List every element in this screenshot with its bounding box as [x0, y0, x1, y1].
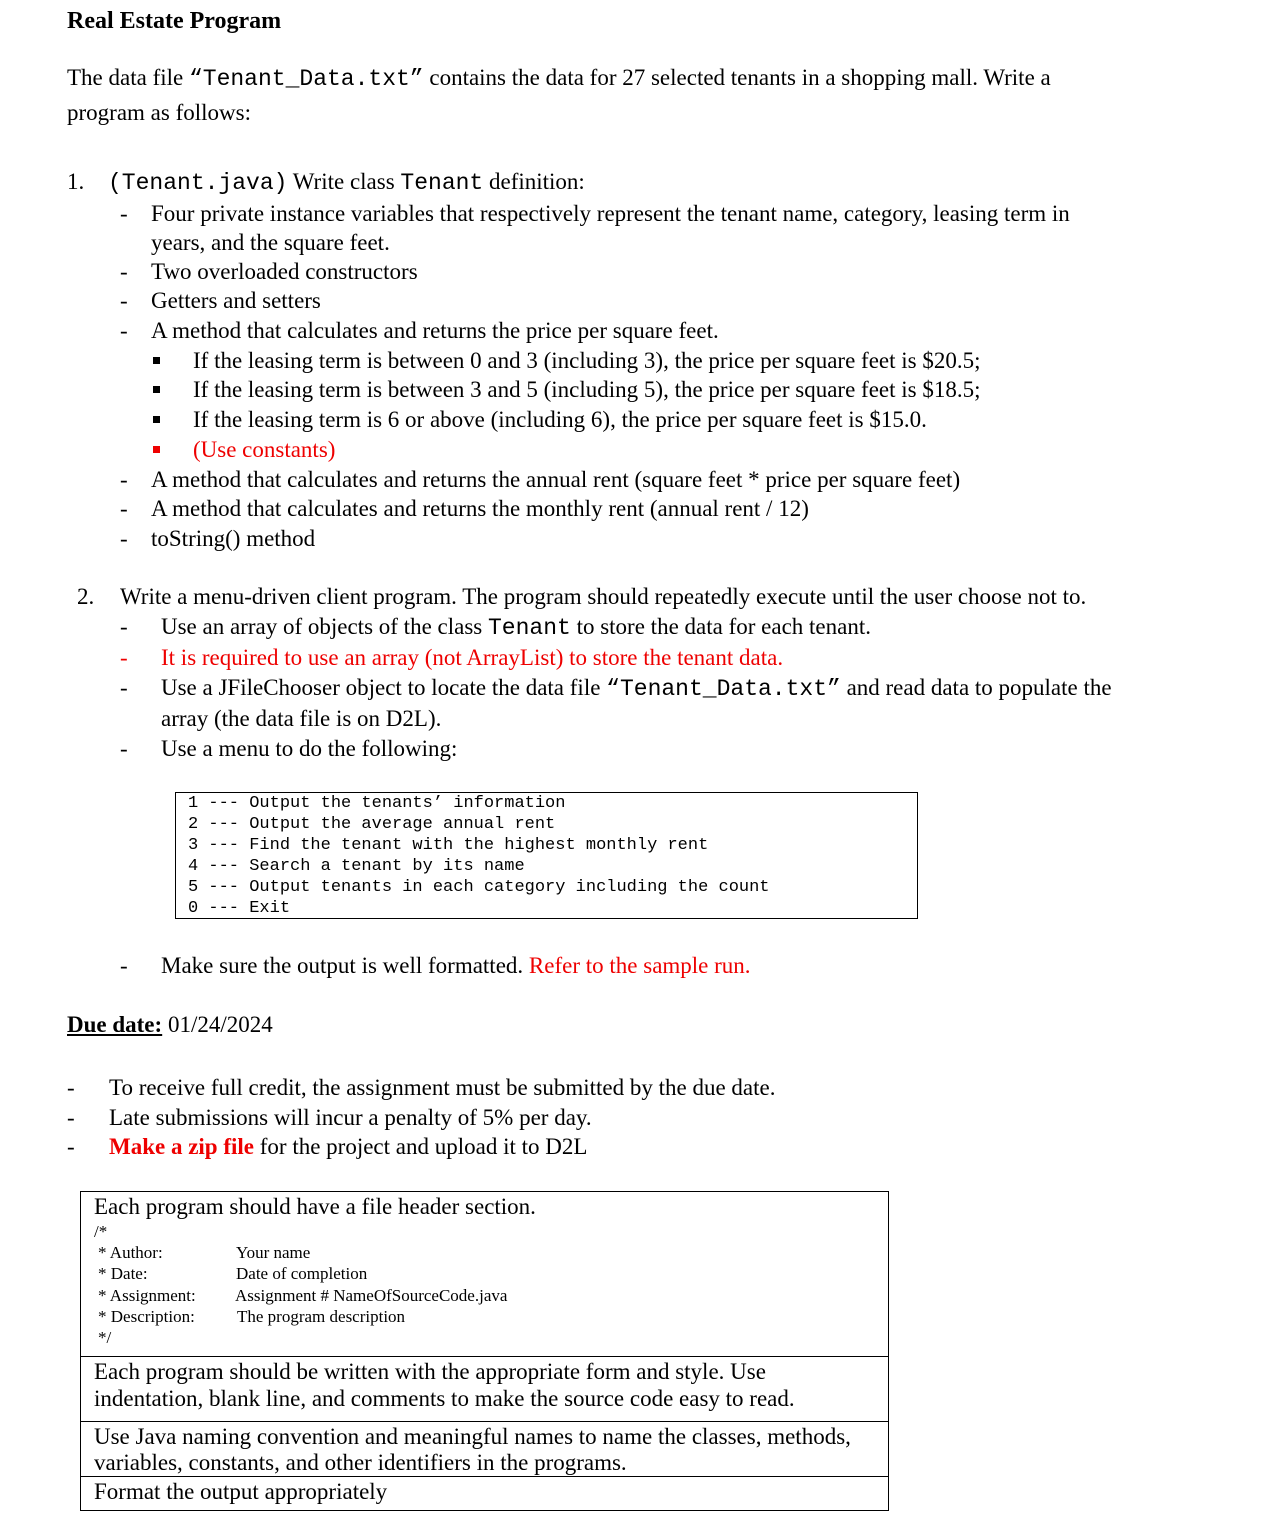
dash: - [120, 259, 128, 284]
dash: - [120, 526, 128, 551]
part2-number: 2. [77, 584, 95, 609]
field-value: The program description [237, 1307, 406, 1326]
dash: - [120, 318, 128, 343]
dash: - [120, 645, 128, 670]
style-text: indentation, blank line, and comments to make the source code easy to read. [94, 1386, 795, 1411]
menu-line: 5 --- Output tenants in each category including the count [188, 878, 770, 897]
part1-file: (Tenant.java) [108, 170, 288, 196]
dash: - [120, 467, 128, 492]
comment-open: /* [94, 1222, 108, 1241]
list-item: toString() method [151, 526, 316, 551]
field-key: * Author: [98, 1243, 163, 1262]
dash: - [120, 675, 128, 700]
list-item [161, 613, 871, 642]
comment-close: */ [98, 1328, 112, 1347]
header-section-title: Each program should have a file header section. [94, 1194, 536, 1219]
table-row [81, 1476, 888, 1511]
field-value: Your name [236, 1243, 311, 1262]
bullet-square-icon [153, 416, 160, 423]
list-item: Use a menu to do the following: [161, 736, 458, 761]
dash: - [67, 1075, 75, 1100]
part2-heading: Write a menu-driven client program. The program should repeatedly execute until the user choose not to. [120, 584, 1087, 609]
dash: - [67, 1105, 75, 1130]
item-text: and read data to populate the [840, 675, 1112, 700]
list-item: Four private instance variables that respectively represent the tenant name, category, leasing term in [151, 201, 1070, 226]
dash: - [120, 953, 128, 978]
bullet-square-icon [153, 386, 160, 393]
note: Late submissions will incur a penalty of 5% per day. [109, 1105, 592, 1130]
part1-number: 1. [67, 169, 85, 194]
list-item: A method that calculates and returns the annual rent (square feet * price per square feet) [151, 467, 961, 492]
menu-line: 3 --- Find the tenant with the highest monthly rent [188, 836, 709, 855]
list-item: Two overloaded constructors [151, 259, 418, 284]
dash: - [120, 201, 128, 226]
sub-bullet-constants: (Use constants) [193, 437, 336, 462]
menu-line: 0 --- Exit [188, 899, 291, 918]
list-item-continued: array (the data file is on D2L). [161, 706, 442, 731]
sample-run-note: Refer to the sample run. [528, 953, 751, 978]
list-item-continued: years, and the square feet. [151, 230, 390, 255]
bullet-square-icon [153, 357, 160, 364]
item-text: to store the data for each tenant. [570, 614, 871, 639]
naming-text: variables, constants, and other identifiers in the programs. [94, 1450, 627, 1475]
field-key: * Date: [98, 1264, 148, 1283]
part1-heading [108, 168, 585, 197]
dash: - [67, 1134, 75, 1159]
menu-line: 4 --- Search a tenant by its name [188, 857, 525, 876]
field-value: Assignment # NameOfSourceCode.java [235, 1286, 508, 1305]
sub-bullet: If the leasing term is between 3 and 5 (including 5), the price per square feet is $18.5; [193, 377, 981, 402]
list-item: A method that calculates and returns the price per square feet. [151, 318, 719, 343]
dash: - [120, 736, 128, 761]
sub-bullet: If the leasing term is between 0 and 3 (including 3), the price per square feet is $20.5; [193, 348, 981, 373]
due-date-label: Due date: [67, 1012, 163, 1037]
due-date [67, 1011, 273, 1039]
page-title: Real Estate Program [67, 8, 282, 34]
due-date-value: 01/24/2024 [162, 1012, 273, 1037]
dash: - [120, 496, 128, 521]
list-item: A method that calculates and returns the monthly rent (annual rent / 12) [151, 496, 809, 521]
sub-bullet: If the leasing term is 6 or above (including 6), the price per square feet is $15.0. [193, 407, 927, 432]
format-text: Format the output appropriately [94, 1479, 388, 1504]
intro-text: contains the data for 27 selected tenants in a shopping mall. Write a [423, 65, 1051, 90]
menu-code-box [175, 792, 918, 919]
note-text: for the project and upload it to D2L [254, 1134, 588, 1159]
list-item [161, 952, 751, 980]
intro-filename: “Tenant_Data.txt” [188, 66, 424, 92]
list-item: Getters and setters [151, 288, 321, 313]
item-text: Use an array of objects of the class [161, 614, 488, 639]
item-text: Make sure the output is well formatted. [161, 953, 529, 978]
bullet-square-icon [153, 446, 160, 453]
part1-class: Tenant [400, 170, 484, 196]
field-key: * Description: [98, 1307, 195, 1326]
intro-line-1 [67, 64, 1051, 93]
list-item-required: It is required to use an array (not ArrayList) to store the tenant data. [161, 645, 784, 670]
table-row [81, 1356, 888, 1422]
menu-line: 2 --- Output the average annual rent [188, 815, 556, 834]
field-key: * Assignment: [98, 1286, 196, 1305]
part1-text: Write class [287, 169, 401, 194]
field-value: Date of completion [236, 1264, 368, 1283]
naming-text: Use Java naming convention and meaningful names to name the classes, methods, [94, 1424, 851, 1449]
item-text: Use a JFileChooser object to locate the data file [161, 675, 607, 700]
dash: - [120, 614, 128, 639]
dash: - [120, 288, 128, 313]
intro-line-2: program as follows: [67, 100, 251, 125]
style-text: Each program should be written with the appropriate form and style. Use [94, 1359, 766, 1384]
requirements-table [80, 1191, 889, 1511]
table-row [81, 1421, 888, 1477]
part1-text: definition: [483, 169, 585, 194]
item-filename: “Tenant_Data.txt” [606, 676, 841, 702]
note: To receive full credit, the assignment must be submitted by the due date. [109, 1075, 776, 1100]
note [109, 1133, 587, 1161]
zip-note: Make a zip file [109, 1134, 254, 1159]
list-item [161, 674, 1112, 703]
intro-text: The data file [67, 65, 189, 90]
menu-line: 1 --- Output the tenants’ information [188, 794, 566, 813]
item-class: Tenant [488, 615, 571, 641]
